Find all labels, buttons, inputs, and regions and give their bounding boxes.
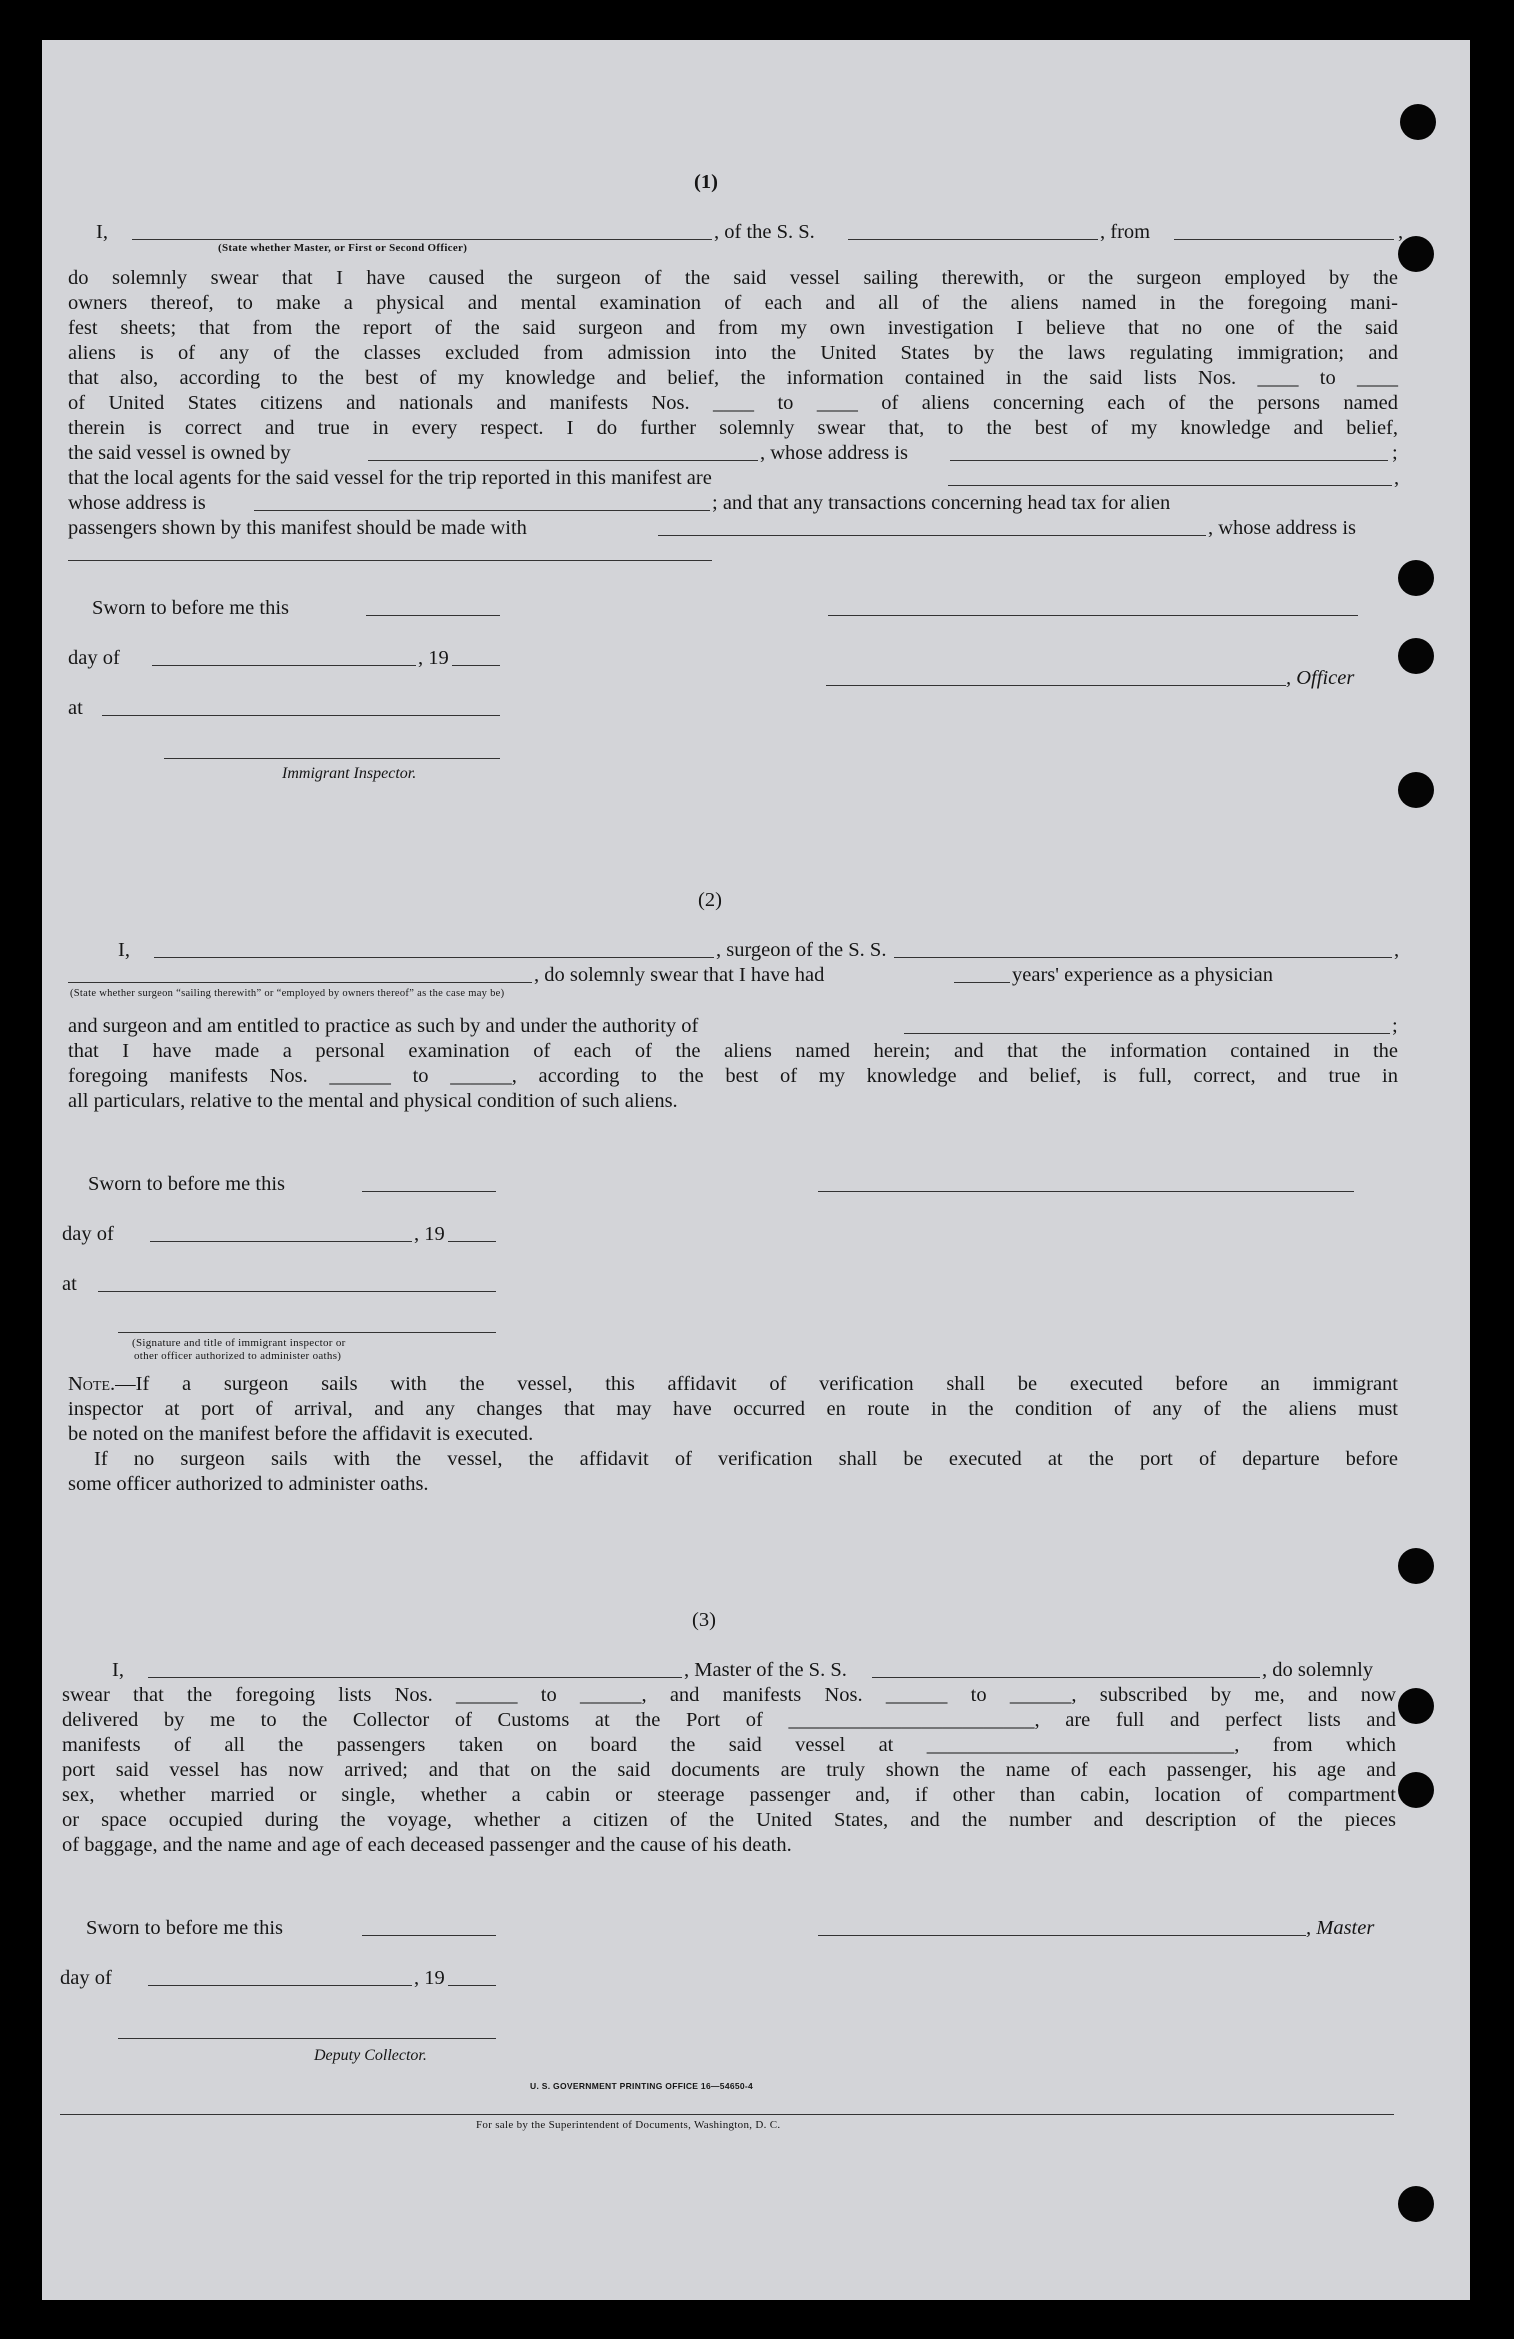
s1-sworn-label: Sworn to before me this: [92, 597, 289, 619]
s3-collector-line[interactable]: [118, 2038, 496, 2039]
s1-para-line: fest sheets; that from the report of the said surgeon and from my own investigation I believe that no one of the said: [68, 317, 1398, 339]
s3-day-of-label: day of: [60, 1967, 112, 1989]
s1-line1-from: , from: [1100, 221, 1151, 243]
s3-para-line: manifests of all the passengers taken on board the said vessel at ______________________________, from which: [62, 1734, 1396, 1756]
s1-owner-field[interactable]: [368, 460, 758, 461]
s1-owner-address-field[interactable]: [950, 460, 1388, 461]
s3-para-line: port said vessel has now arrived; and that on the said documents are truly shown the name of each passenger, his age and: [62, 1759, 1396, 1781]
punch-hole: [1398, 236, 1434, 272]
s1-agents-field[interactable]: [948, 485, 1392, 486]
s1-transactions-address-field[interactable]: [68, 560, 712, 561]
s1-sworn-field[interactable]: [366, 615, 500, 616]
s1-para-line: owners thereof, to make a physical and mental examination of each and all of the aliens named in the foregoing mani-: [68, 292, 1398, 314]
form-sheet: (1) I, , of the S. S. , from , (State whether Master, or First or Second Officer) do solemnly swear that I have caused the surgeon of the said vessel sailing therewith, or the surgeon employed by the owners thereof, to make a physical and mental examination of each and all of the aliens named in the foregoing mani- fest sheets; that from the report of the said surgeon and from my own investigation I believe that no one of the said aliens is of any of the classes excluded from admission into the United States by the laws regulating immigration; and that also, according to the best of my knowledge and belief, the information contained in the said lists Nos. ____ to ____ of United States citizens and nationals and manifests Nos. ____ to ____ of aliens concerning each of the persons named therein is correct and true in every respect. I do further solemnly swear that, to the best of my knowledge and belief, the said vessel is owned by , whose address is ; that the local agents for the said vessel for the trip reported in this manifest are , whose address is ; and that any transactions concerning head tax for alien passengers shown by this manifest should be made with , whose address is Sworn to before me this day of , 19 , Officer at Immigrant Inspector. (2) I, , surgeon of the S. S. , , do solemnly swear that I have had years' experience as a physician (State whether surgeon “sailing therewith” or “employed by owners thereof” as the case may be) and surgeon and am entitled to practice as such by and under the authority of ; that I have made a personal examination of each of the aliens named herein; and that the information contained in the foregoing manifests Nos. ______ to ______, according to the best of my knowledge and belief, is full, correct, and true in all particulars, relative to the mental and physical condition of such aliens. Sworn to before me this day of , 19 at (Signature and title of immigrant inspector or other officer authorized to administer oaths) Note.—If a surgeon sails with the vessel, this affidavit of verification shall be executed before an immigrant inspector at port of arrival, and any changes that may have occurred en route in the condition of any of the aliens must be noted on the manifest before the affidavit is executed. If no surgeon sails with the vessel, the affidavit of verification shall be executed at the port of departure before some officer authorized to administer oaths. (3) I, , Master of the S. S. , do solemnly swear that the foregoing lists Nos. ______ to ______, and manifests Nos. ______ to ______, subscribed by me, and now delivered by me to the Collector of Customs at the Port of ________________________, are full and perfect lists and manifests of all the passengers taken on board the said vessel at ______________________________, from which port said vessel has now arrived; and that on the said documents are truly shown the name of each passenger, his age and sex, whether married or single, whether a cabin or steerage passenger and, if other than cabin, location of compartment or space occupied during the voyage, whether a citizen of the United States, and the number and description of the pieces of baggage, and the name and age of each deceased passenger and the cause of his death. Sworn to before me this , Master day of , 19 Deputy Collector. U. S. GOVERNMENT PRINTING OFFICE 16—54650-4 For sale by the Superintendent of Documents, Washington, D. C.: [42, 40, 1470, 2300]
print-office-imprint: U. S. GOVERNMENT PRINTING OFFICE 16—54650-4: [530, 2081, 754, 2091]
s3-para-line: or space occupied during the voyage, whether a citizen of the United States, and the number and description of the pieces: [62, 1809, 1396, 1831]
s2-surgeon-of: , surgeon of the S. S.: [716, 939, 887, 961]
s3-ship-field[interactable]: [872, 1677, 1260, 1678]
s1-owned-by: the said vessel is owned by: [68, 442, 291, 464]
s2-para-last: all particulars, relative to the mental and physical condition of such aliens.: [68, 1090, 678, 1112]
s2-inspector-line[interactable]: [118, 1332, 496, 1333]
s1-owner-address-label: , whose address is: [760, 442, 909, 464]
section-2-number: (2): [698, 889, 722, 911]
s2-status-field[interactable]: [68, 982, 532, 983]
s1-year-label: , 19: [418, 647, 449, 669]
s2-authority: and surgeon and am entitled to practice as such by and under the authority of: [68, 1015, 699, 1037]
s2-sig-caption-1: (Signature and title of immigrant inspector or: [132, 1337, 346, 1349]
s1-caption: (State whether Master, or First or Second Officer): [218, 242, 468, 254]
s1-ship-field[interactable]: [848, 239, 1098, 240]
s2-signature-line[interactable]: [818, 1191, 1354, 1192]
s1-para-line: do solemnly swear that I have caused the surgeon of the said vessel sailing therewith, or the surgeon employed by the: [68, 267, 1398, 289]
s3-master-field[interactable]: [148, 1677, 682, 1678]
s1-agents-address-label: whose address is: [68, 492, 206, 514]
for-sale-notice: For sale by the Superintendent of Documents, Washington, D. C.: [476, 2119, 781, 2131]
s3-collector-label: Deputy Collector.: [314, 2047, 427, 2064]
s1-agents-address-field[interactable]: [254, 510, 710, 511]
s1-day-field[interactable]: [152, 665, 416, 666]
punch-hole: [1398, 1688, 1434, 1724]
s3-i: I,: [112, 1659, 124, 1681]
punch-hole: [1398, 772, 1434, 808]
s2-at-label: at: [62, 1273, 77, 1295]
punch-hole: [1398, 1548, 1434, 1584]
s2-surgeon-field[interactable]: [154, 957, 714, 958]
s1-para-line: of United States citizens and nationals and manifests Nos. ____ to ____ of aliens concerning each of the persons named: [68, 392, 1398, 414]
s3-para-line: swear that the foregoing lists Nos. ______ to ______, and manifests Nos. ______ to ______, subscribed by me, and now: [62, 1684, 1396, 1706]
s3-para-last: of baggage, and the name and age of each deceased passenger and the cause of his death.: [62, 1834, 792, 1856]
s2-sig-caption-2: other officer authorized to administer oaths): [134, 1350, 342, 1362]
s1-transactions-field[interactable]: [658, 535, 1206, 536]
punch-hole: [1398, 1772, 1434, 1808]
s2-year-field[interactable]: [448, 1241, 496, 1242]
s1-officer-field[interactable]: [132, 239, 712, 240]
s2-note2-line: If no surgeon sails with the vessel, the affidavit of verification shall be executed at the port of departure before: [94, 1448, 1398, 1470]
s3-year-field[interactable]: [448, 1985, 496, 1986]
s1-inspector-label: Immigrant Inspector.: [282, 765, 417, 782]
punch-hole: [1398, 2186, 1434, 2222]
s2-authority-field[interactable]: [904, 1033, 1390, 1034]
s2-caption: (State whether surgeon “sailing therewith” or “employed by owners thereof” as the case may be): [70, 988, 505, 999]
punch-hole: [1398, 638, 1434, 674]
section-1-number: (1): [694, 171, 718, 193]
s2-day-of-label: day of: [62, 1223, 114, 1245]
s3-master-label: , Master: [1306, 1917, 1375, 1939]
s1-year-field[interactable]: [452, 665, 500, 666]
s2-i: I,: [118, 939, 130, 961]
s1-day-of-label: day of: [68, 647, 120, 669]
s2-sworn-field[interactable]: [362, 1191, 496, 1192]
s1-para-line: aliens is of any of the classes excluded from admission into the United States by the laws regulating immigration; and: [68, 342, 1398, 364]
s1-from-field[interactable]: [1174, 239, 1394, 240]
s3-sworn-label: Sworn to before me this: [86, 1917, 283, 1939]
s3-master-signature-line[interactable]: [818, 1935, 1306, 1936]
s3-year-label: , 19: [414, 1967, 445, 1989]
s2-para-line: that I have made a personal examination of each of the aliens named herein; and that the information contained in the: [68, 1040, 1398, 1062]
s1-para-line: therein is correct and true in every respect. I do further solemnly swear that, to the best of my knowledge and belief,: [68, 417, 1398, 439]
s3-day-field[interactable]: [148, 1985, 412, 1986]
s2-note-line: Note.—If a surgeon sails with the vessel, this affidavit of verification shall be executed before an immigrant: [68, 1373, 1398, 1395]
s1-line1-comma: ,: [1398, 221, 1404, 243]
s1-local-agents: that the local agents for the said vessel for the trip reported in this manifest are: [68, 467, 712, 489]
s3-master-of: , Master of the S. S.: [684, 1659, 847, 1681]
punch-hole: [1400, 104, 1436, 140]
s1-passengers: passengers shown by this manifest should be made with: [68, 517, 527, 539]
s2-note-last: be noted on the manifest before the affidavit is executed.: [68, 1423, 534, 1445]
s3-do-solemnly: , do solemnly: [1262, 1659, 1374, 1681]
s2-years-label: years' experience as a physician: [1012, 964, 1273, 986]
footer-rule: [60, 2114, 1394, 2115]
s1-signature-line[interactable]: [828, 615, 1358, 616]
s2-years-field[interactable]: [954, 982, 1010, 983]
s2-sworn-label: Sworn to before me this: [88, 1173, 285, 1195]
s2-note-line: inspector at port of arrival, and any changes that may have occurred en route in the condition of any of the aliens must: [68, 1398, 1398, 1420]
s1-para-line: that also, according to the best of my knowledge and belief, the information contained in the said lists Nos. ____ to ____: [68, 367, 1398, 389]
s1-at-label: at: [68, 697, 83, 719]
s3-para-line: sex, whether married or single, whether a cabin or steerage passenger and, if other than cabin, location of compartment: [62, 1784, 1396, 1806]
s1-line1-i: I,: [96, 221, 108, 243]
s2-do-solemnly: , do solemnly swear that I have had: [534, 964, 825, 986]
s2-year-label: , 19: [414, 1223, 445, 1245]
s2-day-field[interactable]: [150, 1241, 412, 1242]
s1-at-field[interactable]: [102, 715, 500, 716]
s1-head-tax: ; and that any transactions concerning head tax for alien: [712, 492, 1171, 514]
s2-note2-last: some officer authorized to administer oaths.: [68, 1473, 429, 1495]
s3-sworn-field[interactable]: [362, 1935, 496, 1936]
s1-transactions-address-label: , whose address is: [1208, 517, 1357, 539]
s2-at-field[interactable]: [98, 1291, 496, 1292]
punch-hole: [1398, 560, 1434, 596]
s1-officer-label: , Officer: [1286, 667, 1355, 689]
s1-line1-ss: , of the S. S.: [714, 221, 815, 243]
s3-para-line: delivered by me to the Collector of Customs at the Port of ________________________, are full and perfect lists and: [62, 1709, 1396, 1731]
s1-officer-line[interactable]: [826, 685, 1286, 686]
s2-ship-field[interactable]: [894, 957, 1392, 958]
s1-inspector-line[interactable]: [164, 758, 500, 759]
section-3-number: (3): [692, 1609, 716, 1631]
s2-para-line: foregoing manifests Nos. ______ to ______, according to the best of my knowledge and belief, is full, correct, and true in: [68, 1065, 1398, 1087]
